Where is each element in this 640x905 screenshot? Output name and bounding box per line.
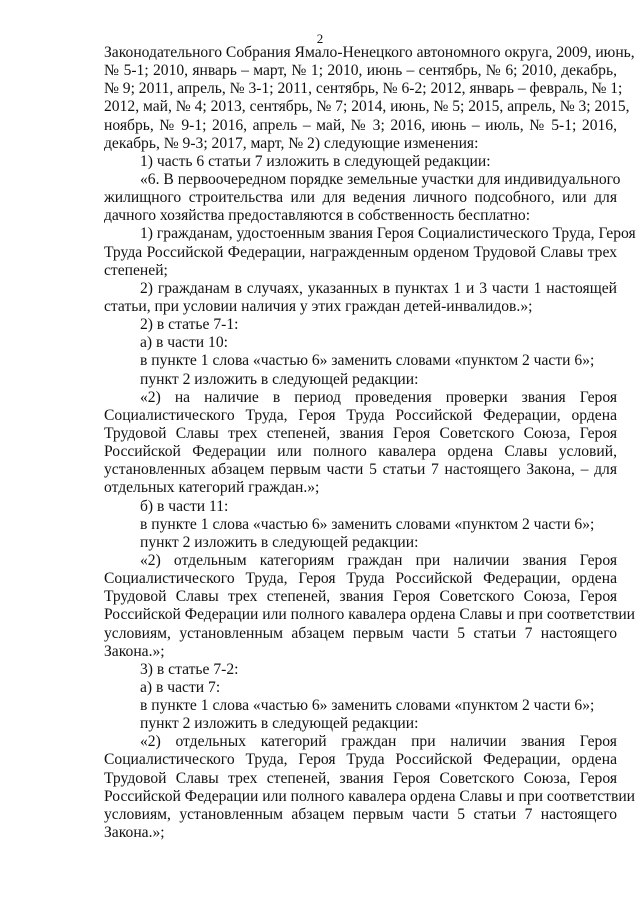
text-line: Российской Федерации или полного кавалера ордена Славы и при соответствии [104, 787, 636, 805]
text-line: декабрь, № 9-3; 2017, март, № 2) следующие изменения: [104, 134, 479, 152]
text-line: а) в части 10: [140, 334, 228, 352]
text-line: 3) в статье 7-2: [140, 660, 239, 678]
text-line: Российской Федерации или полного кавалера ордена Славы условий, [104, 443, 617, 461]
text-line: отдельных категорий граждан.»; [104, 479, 320, 497]
text-line: Социалистического Труда, Героя Труда Российской Федерации, ордена [104, 570, 617, 588]
text-line: дачного хозяйства предоставляются в собственность бесплатно: [104, 207, 531, 225]
text-line: Трудовой Славы трех степеней, звания Героя Советского Союза, Героя [104, 769, 617, 787]
text-line: степеней; [104, 261, 168, 279]
text-line: условиям, установленным абзацем первым части 5 статьи 7 настоящего [104, 805, 617, 823]
text-line: Труда Российской Федерации, награжденным орденом Трудовой Славы трех [104, 243, 617, 261]
text-line: 1) гражданам, удостоенным звания Героя Социалистического Труда, Героя [140, 225, 636, 243]
text-line: Закона.»; [104, 642, 165, 660]
text-line: пункт 2 изложить в следующей редакции: [140, 715, 419, 733]
text-line: б) в части 11: [140, 497, 229, 515]
text-line: пункт 2 изложить в следующей редакции: [140, 533, 419, 551]
text-line: в пункте 1 слова «частью 6» заменить словами «пунктом 2 части 6»; [140, 515, 595, 533]
text-line: ноябрь, № 9-1; 2016, апрель – май, № 3; 2016, июнь – июль, № 5-1; 2016, [104, 116, 617, 134]
text-line: Социалистического Труда, Героя Труда Российской Федерации, ордена [104, 406, 617, 424]
text-line: пункт 2 изложить в следующей редакции: [140, 370, 419, 388]
text-line: № 5-1; 2010, январь – март, № 1; 2010, июнь – сентябрь, № 6; 2010, декабрь, [104, 62, 617, 80]
text-line: а) в части 7: [140, 678, 221, 696]
text-line: Законодательного Собрания Ямало-Ненецкого автономного округа, 2009, июнь, [104, 44, 635, 61]
text-line: Социалистического Труда, Героя Труда Российской Федерации, ордена [104, 751, 617, 769]
document-body [104, 44, 636, 842]
text-line: 2012, май, № 4; 2013, сентябрь, № 7; 2014, июнь, № 5; 2015, апрель, № 3; 2015, [104, 98, 630, 116]
text-line: статьи, при условии наличия у этих граждан детей-инвалидов.»; [104, 297, 533, 315]
text-line: в пункте 1 слова «частью 6» заменить словами «пунктом 2 части 6»; [140, 352, 595, 370]
text-line: 1) часть 6 статьи 7 изложить в следующей редакции: [140, 152, 491, 170]
text-line: № 9; 2011, апрель, № 3-1; 2011, сентябрь, № 6-2; 2012, январь – февраль, № 1; [104, 80, 623, 98]
page-number: 2 [316, 31, 324, 46]
text-line: 2) в статье 7-1: [140, 316, 239, 334]
text-line: в пункте 1 слова «частью 6» заменить словами «пунктом 2 части 6»; [140, 697, 595, 715]
text-line: Российской Федерации или полного кавалера ордена Славы и при соответствии [104, 606, 636, 624]
text-line: «2) отдельных категорий граждан при наличии звания Героя [140, 733, 617, 751]
text-line: установленных абзацем первым части 5 статьи 7 настоящего Закона, – для [104, 461, 617, 479]
text-line: «6. В первоочередном порядке земельные участки для индивидуального [140, 170, 621, 188]
text-line: «2) на наличие в период проведения проверки звания Героя [140, 388, 617, 406]
text-line: 2) гражданам в случаях, указанных в пунктах 1 и 3 части 1 настоящей [140, 279, 617, 297]
text-line: жилищного строительства или для ведения личного подсобного, или для [104, 189, 617, 207]
text-line: Закона.»; [104, 824, 165, 842]
text-line: «2) отдельным категориям граждан при наличии звания Героя [140, 551, 617, 569]
text-line: условиям, установленным абзацем первым части 5 статьи 7 настоящего [104, 624, 617, 642]
text-line: Трудовой Славы трех степеней, звания Героя Советского Союза, Героя [104, 588, 617, 606]
text-line: Трудовой Славы трех степеней, звания Героя Советского Союза, Героя [104, 424, 617, 442]
